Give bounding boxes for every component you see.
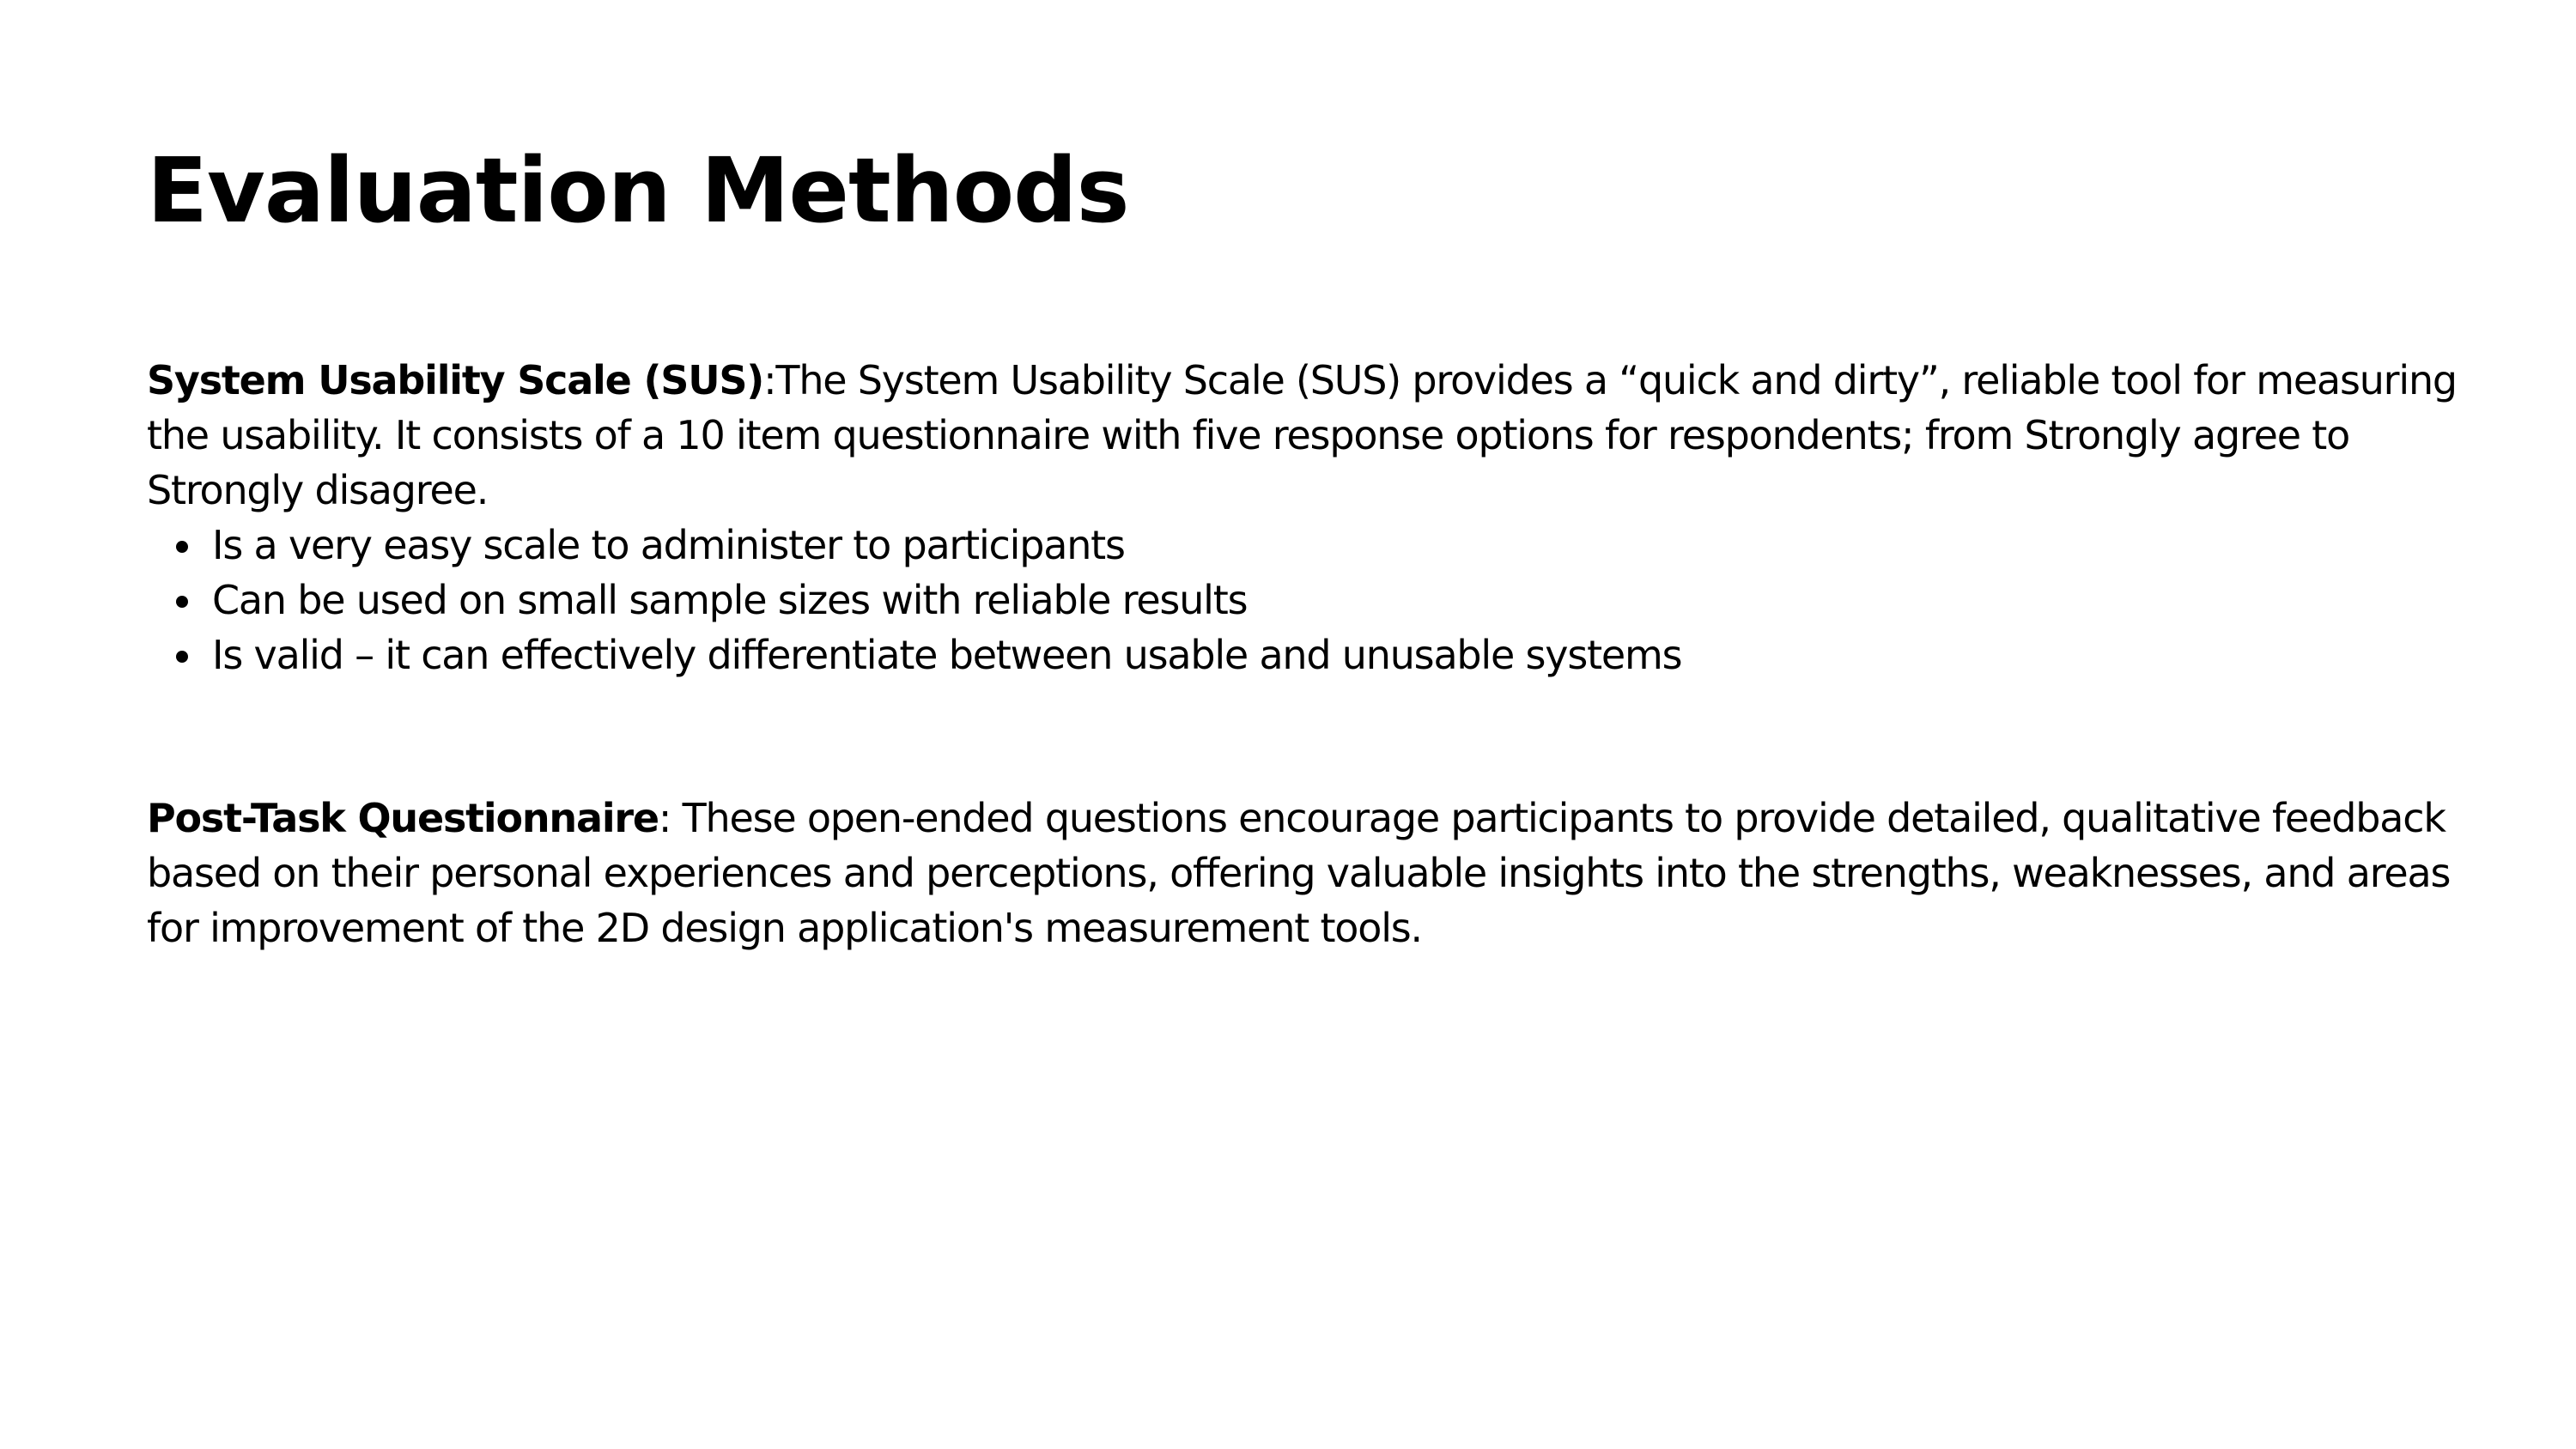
list-item: [147, 627, 2465, 682]
sus-separator: :: [763, 356, 776, 403]
sus-term: System Usability Scale (SUS): [147, 356, 764, 403]
post-task-term: Post-Task Questionnaire: [147, 794, 659, 841]
post-task-separator: :: [658, 794, 683, 841]
sus-bullet-list: [147, 518, 2465, 682]
bullet-icon: [176, 541, 188, 553]
sus-description: The System Usability Scale (SUS) provides a “quick and dirty”, reliable tool for measuring the usability. It consists of a 10 item questionnaire with five response options for respondents; from Strongly agree to Strongly disagree.: [147, 356, 2457, 513]
list-item: [147, 518, 2465, 573]
list-item: [147, 573, 2465, 627]
post-task-section: [147, 791, 2465, 955]
slide-title: Evaluation Methods: [147, 138, 1129, 243]
bullet-icon: [176, 651, 188, 663]
slide: [147, 137, 2465, 955]
post-task-paragraph: [147, 791, 2465, 955]
bullet-text: Can be used on small sample sizes with reliable results: [212, 576, 1248, 623]
post-task-description: These open-ended questions encourage participants to provide detailed, qualitative feedback based on their personal experiences and perceptions, offering valuable insights into the strengths, weaknesses, and areas for improvement of the 2D design application's measurement tools.: [147, 794, 2451, 951]
bullet-text: Is a very easy scale to administer to participants: [212, 521, 1125, 568]
sus-section: [147, 353, 2465, 682]
sus-paragraph: [147, 353, 2465, 518]
bullet-icon: [176, 596, 188, 608]
bullet-text: Is valid – it can effectively differentiate between usable and unusable systems: [212, 631, 1682, 678]
